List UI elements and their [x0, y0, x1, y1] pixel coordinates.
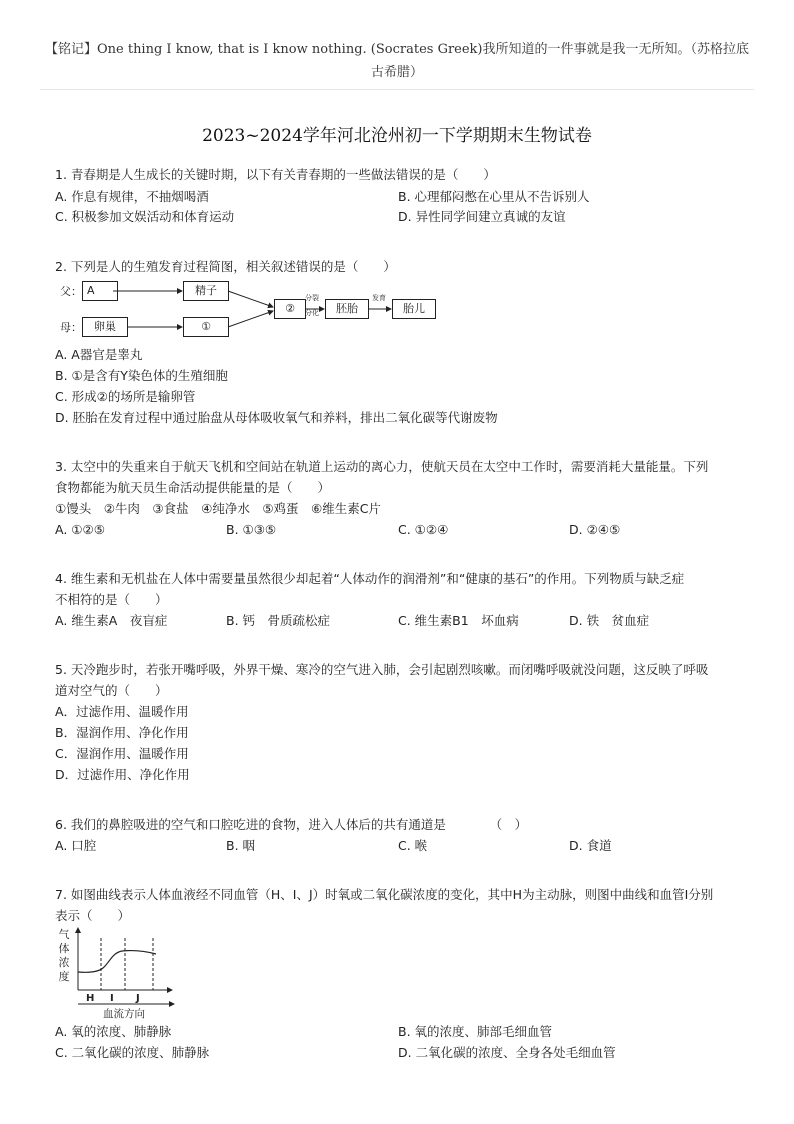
q7-stem-line2: 表示（ ）	[55, 908, 131, 923]
q1-option-d[interactable]: D. 异性同学间建立真诚的友谊	[398, 209, 566, 224]
q5-option-d[interactable]: D．过滤作用、净化作用	[55, 767, 190, 782]
q4-stem-line1: 4. 维生素和无机盐在人体中需要量虽然很少却起着“人体动作的润滑剂”和“健康的基石”的作用。下列物质与缺乏症	[55, 571, 685, 586]
q4-option-d[interactable]: D. 铁 贫血症	[569, 613, 650, 628]
q7-graph-xlabel: 血流方向	[103, 1008, 145, 1020]
q6-option-b[interactable]: B. 咽	[226, 838, 256, 853]
q2-box-fetus: 胎儿	[392, 299, 436, 319]
q5-stem-line2: 道对空气的（ ）	[55, 683, 168, 698]
q3-option-d[interactable]: D. ②④⑤	[569, 522, 621, 537]
q3-stem-line2: 食物都能为航天员生命活动提供能量的是（ ）	[55, 480, 331, 495]
q2-option-d[interactable]: D. 胚胎在发育过程中通过胎盘从母体吸收氧气和养料，排出二氧化碳等代谢废物	[55, 410, 498, 425]
q1-option-b[interactable]: B. 心理郁闷憋在心里从不告诉别人	[398, 189, 590, 204]
q2-father-label: 父：	[60, 285, 82, 298]
q5-option-b[interactable]: B．湿润作用、净化作用	[55, 725, 189, 740]
q7-option-c[interactable]: C. 二氧化碳的浓度、肺静脉	[55, 1045, 210, 1060]
q1-option-c[interactable]: C. 积极参加文娱活动和体育运动	[55, 209, 235, 224]
q3-option-c[interactable]: C. ①②④	[398, 522, 449, 537]
q2-label-develop: 发育	[372, 294, 386, 302]
q7-graph-ylabel: 气 体 浓 度	[58, 928, 70, 983]
q7-segment-i: I	[110, 993, 114, 1004]
q1-stem: 1. 青春期是人生成长的关键时期，以下有关青春期的一些做法错误的是（ ）	[55, 167, 496, 182]
q7-option-d[interactable]: D. 二氧化碳的浓度、全身各处毛细血管	[398, 1045, 616, 1060]
q3-option-b[interactable]: B. ①③⑤	[226, 522, 277, 537]
q2-box-one: ①	[183, 317, 229, 337]
q5-option-c[interactable]: C．湿润作用、温暖作用	[55, 746, 189, 761]
q4-stem-line2: 不相符的是（ ）	[55, 592, 168, 607]
q4-option-a[interactable]: A. 维生素A 夜盲症	[55, 613, 168, 628]
q7-option-b[interactable]: B. 氧的浓度、肺部毛细血管	[398, 1024, 553, 1039]
q6-stem: 6. 我们的鼻腔吸进的空气和口腔吃进的食物，进入人体后的共有通道是 （ ）	[55, 817, 528, 832]
q1-option-a[interactable]: A. 作息有规律，不抽烟喝酒	[55, 189, 209, 204]
q2-label-differentiation: 分化	[305, 309, 319, 317]
q7-segment-h: H	[86, 993, 95, 1004]
q6-option-c[interactable]: C. 喉	[398, 838, 428, 853]
q3-items: ①馒头 ②牛肉 ③食盐 ④纯净水 ⑤鸡蛋 ⑥维生素C片	[55, 501, 381, 516]
q6-option-a[interactable]: A. 口腔	[55, 838, 97, 853]
q2-stem: 2. 下列是人的生殖发育过程简图，相关叙述错误的是（ ）	[55, 259, 396, 274]
q7-stem-line1: 7. 如图曲线表示人体血液经不同血管（H、I、J）时氧或二氧化碳浓度的变化，其中H为主动脉，则图中曲线和血管I分别	[55, 887, 714, 902]
q2-option-c[interactable]: C. 形成②的场所是输卵管	[55, 389, 196, 404]
q7-option-a[interactable]: A. 氧的浓度、肺静脉	[55, 1024, 172, 1039]
q2-option-b[interactable]: B. ①是含有Y染色体的生殖细胞	[55, 368, 228, 383]
q2-box-ovary: 卵巢	[82, 317, 128, 337]
q4-option-b[interactable]: B. 钙 骨质疏松症	[226, 613, 331, 628]
q2-box-a: A	[82, 281, 118, 301]
q3-stem-line1: 3. 太空中的失重来自于航天飞机和空间站在轨道上运动的离心力，使航天员在太空中工作时，需要消耗大量能量。下列	[55, 459, 709, 474]
q7-segment-j: J	[136, 993, 140, 1004]
q5-option-a[interactable]: A．过滤作用、温暖作用	[55, 704, 189, 719]
header-motto: 【铭记】One thing I know, that is I know nothing. (Socrates Greek)我所知道的一件事就是我一无所知。（苏格拉底古希腊）	[44, 42, 750, 80]
q5-stem-line1: 5. 天冷跑步时，若张开嘴呼吸，外界干燥、寒冷的空气进入肺，会引起剧烈咳嗽。而闭嘴呼吸就没问题，这反映了呼吸	[55, 662, 709, 677]
q4-option-c[interactable]: C. 维生素B1 坏血病	[398, 613, 519, 628]
q3-option-a[interactable]: A. ①②⑤	[55, 522, 105, 537]
q6-option-d[interactable]: D. 食道	[569, 838, 612, 853]
q2-option-a[interactable]: A. A器官是睾丸	[55, 347, 143, 362]
q2-mother-label: 母：	[60, 321, 82, 334]
q2-label-division: 分裂	[305, 294, 319, 302]
q2-box-embryo: 胚胎	[325, 299, 369, 319]
q2-box-two: ②	[274, 299, 306, 319]
page-title: 2023~2024学年河北沧州初一下学期期末生物试卷	[202, 126, 592, 146]
q2-box-sperm: 精子	[183, 281, 229, 301]
